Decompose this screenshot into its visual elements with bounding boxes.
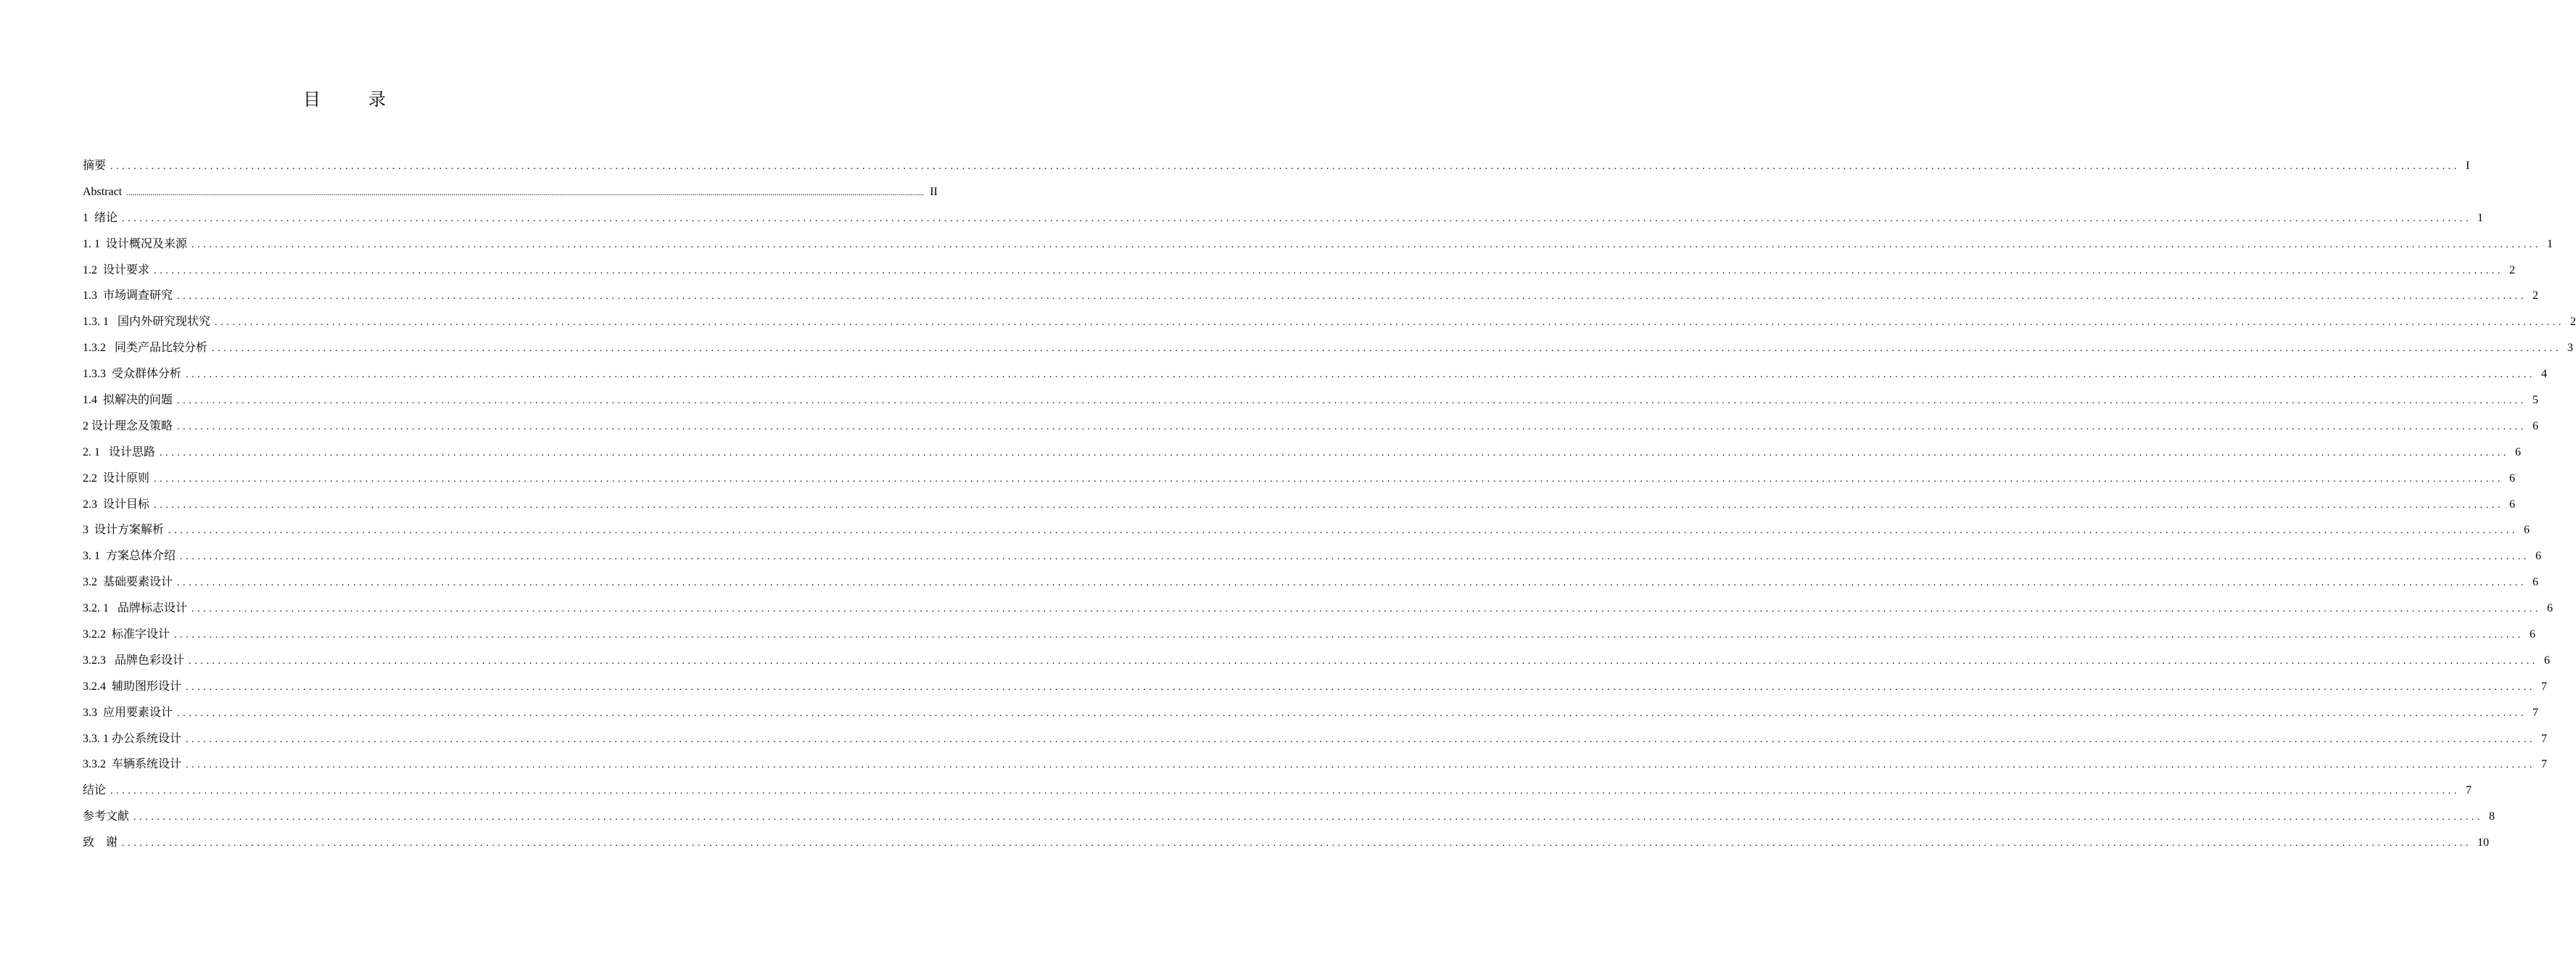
- toc-dot-leader: ................................................................................................................................................................................................................................................................................................................................................................................................................: [177, 577, 2527, 589]
- toc-entry-page-number: 6: [2530, 628, 2536, 641]
- toc-entry[interactable]: [83, 466, 2516, 492]
- toc-dot-leader: ................................................................................................................................................................................................................................................................................................................................................................................................................: [215, 317, 2565, 329]
- toc-dot-leader: ................................................................................................................................................................................................................................................................................................................................................................................................................: [160, 447, 2510, 458]
- toc-entry-label: 3.2. 1 品牌标志设计: [83, 602, 188, 615]
- toc-entry[interactable]: [83, 674, 2548, 700]
- toc-entry-page-number: II: [930, 185, 938, 198]
- toc-entry[interactable]: [83, 414, 2539, 440]
- toc-entry-label: 2 设计理念及策略: [83, 419, 173, 432]
- toc-entry[interactable]: [83, 335, 2574, 361]
- toc-dot-leader: ................................................................................................................................................................................................................................................................................................................................................................................................................: [186, 733, 2536, 745]
- toc-entry-label: 1.3 市场调查研究: [83, 289, 173, 303]
- toc-entry-page-number: 10: [2477, 836, 2490, 849]
- toc-entry-label: 参考文献: [83, 810, 130, 823]
- toc-entry-label: 1.3.2 同类产品比较分析: [83, 342, 208, 355]
- toc-entry-label: 1 绪论: [83, 211, 118, 224]
- toc-entry-label: Abstract: [83, 185, 123, 198]
- toc-entry[interactable]: [83, 569, 2539, 596]
- toc-entry[interactable]: [83, 205, 2484, 231]
- toc-entry-label: 2.3 设计目标: [83, 498, 150, 511]
- toc-entry-label: 结论: [83, 784, 107, 797]
- toc-dot-leader: ................................................................................................................................................................................................................................................................................................................................................................................................................: [177, 707, 2527, 719]
- toc-entry-page-number: 1: [2547, 237, 2554, 250]
- toc-entry-label: 3.2 基础要素设计: [83, 576, 173, 589]
- toc-dot-leader: ................................................................................................................................................................................................................................................................................................................................................................................................................: [154, 265, 2504, 276]
- toc-entry-label: 3.2.3 品牌色彩设计: [83, 654, 185, 667]
- toc-entry-page-number: 6: [2535, 550, 2542, 563]
- toc-dot-leader: ................................................................................................................................................................................................................................................................................................................................................................................................................: [122, 838, 2472, 849]
- toc-entry-page-number: 6: [2544, 654, 2551, 667]
- toc-entry[interactable]: [83, 622, 2536, 648]
- toc-entry[interactable]: [83, 778, 2472, 804]
- toc-entry-page-number: 6: [2509, 498, 2516, 511]
- toc-entry-label: 3.2.2 标准字设计: [83, 628, 170, 641]
- toc-dot-leader: ................................................................................................................................................................................................................................................................................................................................................................................................................: [110, 786, 2461, 797]
- toc-dot-leader: ................................................................................................................................................................................................................................................................................................................................................................................................................: [154, 499, 2504, 511]
- toc-dot-leader: ................................................................................................................................................................................................................................................................................................................................................................................................................: [186, 681, 2536, 693]
- toc-entry-page-number: 7: [2541, 680, 2548, 693]
- toc-dot-leader: ................................................................................................................................................................................................................................................................................................................................................................................................................: [110, 161, 2461, 172]
- toc-entry-page-number: 2: [2570, 316, 2576, 329]
- toc-entry-label: 致 谢: [83, 836, 118, 849]
- toc-entry-page-number: 7: [2541, 758, 2548, 771]
- toc-dot-leader: ................................................................................................................................................................................................................................................................................................................................................................................................................: [186, 760, 2536, 771]
- toc-dot-leader: ................................................................................................................................................................................................................................................................................................................................................................................................................: [168, 525, 2519, 537]
- toc-entry-page-number: I: [2466, 160, 2470, 172]
- table-of-contents: [83, 153, 2576, 856]
- toc-entry-label: 1. 1 设计概况及来源: [83, 237, 188, 250]
- toc-dot-leader: ................................................................................................................................................................................................................................................................................................................................................................................................................: [191, 239, 2542, 250]
- toc-dot-leader: ................................................................................................................................................................................................................................................................................................................................................................................................................: [212, 343, 2562, 355]
- toc-dot-leader: ................................................................................................................................................................................................................................................................................................................................................................................................................: [126, 188, 925, 197]
- toc-entry-page-number: 3: [2567, 342, 2574, 355]
- toc-entry-page-number: 2: [2509, 263, 2516, 276]
- toc-dot-leader: ................................................................................................................................................................................................................................................................................................................................................................................................................: [154, 473, 2504, 485]
- toc-entry[interactable]: [83, 283, 2539, 309]
- toc-entry[interactable]: [83, 258, 2516, 284]
- toc-entry-label: 摘要: [83, 160, 107, 172]
- toc-entry-label: 2.2 设计原则: [83, 472, 150, 485]
- toc-entry-page-number: 7: [2541, 732, 2548, 745]
- toc-entry[interactable]: [83, 387, 2539, 414]
- toc-entry-label: 3.2.4 辅助图形设计: [83, 680, 182, 693]
- toc-entry-page-number: 6: [2532, 576, 2539, 589]
- toc-entry[interactable]: [83, 492, 2516, 518]
- toc-dot-leader: ................................................................................................................................................................................................................................................................................................................................................................................................................: [186, 369, 2536, 381]
- toc-dot-leader: ................................................................................................................................................................................................................................................................................................................................................................................................................: [122, 213, 2472, 224]
- toc-entry-page-number: 5: [2532, 394, 2539, 407]
- toc-entry-page-number: 6: [2524, 524, 2530, 537]
- toc-entry-page-number: 2: [2532, 289, 2539, 303]
- toc-entry-page-number: 7: [2532, 706, 2539, 719]
- toc-dot-leader: ................................................................................................................................................................................................................................................................................................................................................................................................................: [133, 812, 2484, 823]
- toc-entry[interactable]: [83, 596, 2554, 622]
- toc-dot-leader: ................................................................................................................................................................................................................................................................................................................................................................................................................: [177, 291, 2527, 303]
- toc-dot-leader: ................................................................................................................................................................................................................................................................................................................................................................................................................: [180, 551, 2530, 563]
- toc-entry[interactable]: [83, 361, 2548, 387]
- toc-dot-leader: ................................................................................................................................................................................................................................................................................................................................................................................................................: [177, 395, 2527, 407]
- toc-entry[interactable]: [83, 830, 2490, 856]
- toc-entry[interactable]: [83, 309, 2576, 335]
- toc-entry-label: 3.3.2 车辆系统设计: [83, 758, 182, 771]
- toc-entry-label: 3.3 应用要素设计: [83, 706, 173, 719]
- toc-entry-label: 3.3. 1 办公系统设计: [83, 732, 182, 745]
- toc-entry[interactable]: [83, 648, 2551, 674]
- toc-dot-leader: ................................................................................................................................................................................................................................................................................................................................................................................................................: [189, 655, 2539, 667]
- toc-entry-page-number: 6: [2532, 419, 2539, 432]
- toc-entry-page-number: 1: [2477, 211, 2484, 224]
- toc-entry-page-number: 6: [2515, 445, 2522, 458]
- toc-entry-label: 1.2 设计要求: [83, 263, 150, 276]
- toc-dot-leader: ................................................................................................................................................................................................................................................................................................................................................................................................................: [191, 604, 2542, 615]
- toc-entry-page-number: 4: [2541, 368, 2548, 381]
- toc-entry-label: 3. 1 方案总体介绍: [83, 550, 176, 563]
- toc-entry[interactable]: [83, 153, 2470, 179]
- toc-entry[interactable]: [83, 231, 2554, 258]
- toc-entry[interactable]: [83, 726, 2548, 752]
- toc-entry[interactable]: [83, 804, 2496, 830]
- toc-entry-label: 2. 1 设计思路: [83, 445, 156, 458]
- toc-entry-page-number: 6: [2547, 602, 2554, 615]
- toc-entry-label: 3 设计方案解析: [83, 524, 165, 537]
- toc-entry[interactable]: [83, 543, 2542, 569]
- toc-entry-label: 1.3. 1 国内外研究现状究: [83, 316, 211, 329]
- page-title: 目 录: [303, 91, 408, 110]
- toc-entry[interactable]: [83, 179, 938, 205]
- toc-entry[interactable]: [83, 752, 2548, 778]
- toc-entry[interactable]: [83, 700, 2539, 726]
- toc-entry[interactable]: [83, 517, 2530, 543]
- toc-dot-leader: ................................................................................................................................................................................................................................................................................................................................................................................................................: [174, 630, 2525, 641]
- toc-entry-page-number: 6: [2509, 472, 2516, 485]
- toc-entry-page-number: 8: [2489, 810, 2496, 823]
- toc-entry-page-number: 7: [2466, 784, 2472, 797]
- toc-entry[interactable]: [83, 440, 2522, 466]
- toc-entry-label: 1.3.3 受众群体分析: [83, 368, 182, 381]
- toc-entry-label: 1.4 拟解决的问题: [83, 394, 173, 407]
- toc-dot-leader: ................................................................................................................................................................................................................................................................................................................................................................................................................: [177, 421, 2527, 432]
